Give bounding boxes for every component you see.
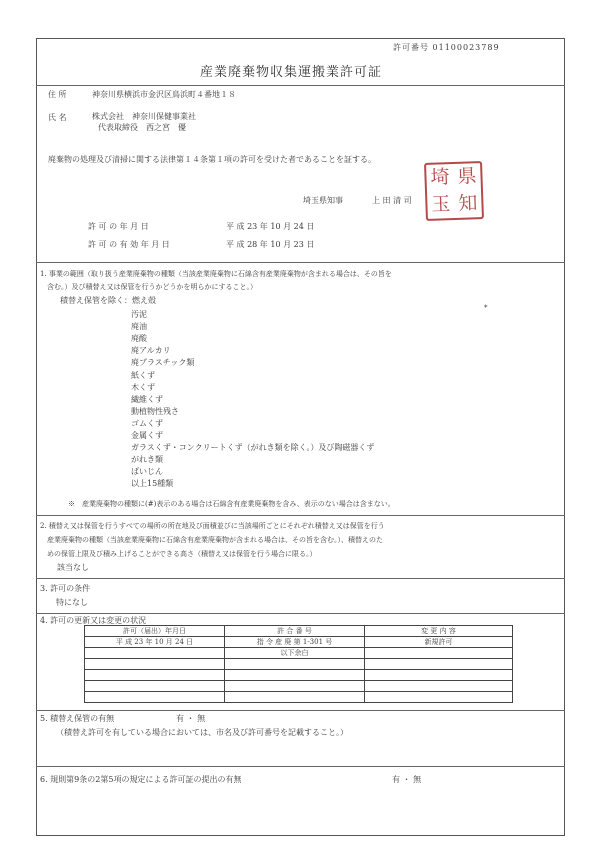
- section2-value: 該当なし: [57, 563, 89, 572]
- address-value: 神奈川県横浜市金沢区鳥浜町４番地１８: [92, 90, 236, 99]
- document-title: 産業廃棄物収集運搬業許可証: [200, 65, 383, 80]
- table-cell: [365, 670, 513, 681]
- table-cell: [365, 681, 513, 692]
- section5-heading: 5. 積替え保管の有無: [40, 714, 115, 723]
- column-header: 許可（届出）年月日: [85, 626, 225, 637]
- expiry-date-label: 許 可 の 有 効 年 月 日: [88, 240, 170, 249]
- divider: [36, 262, 565, 263]
- waste-type-item: 汚泥: [131, 310, 147, 319]
- table-cell: [365, 659, 513, 670]
- table-cell: 以下余白: [225, 648, 365, 659]
- section1-heading: 1. 事業の範囲（取り扱う産業廃棄物の種類（当該産業廃棄物に石綿含有産業廃棄物が含まれる場合は、その旨を: [40, 270, 392, 278]
- table-cell: [365, 692, 513, 703]
- seal-char: 玉: [431, 193, 451, 216]
- table-row: [85, 692, 513, 703]
- name-label: 氏 名: [48, 113, 67, 122]
- waste-type-item: 廃酸: [131, 334, 147, 344]
- section3-value: 特になし: [56, 598, 88, 607]
- issuer-name: 上 田 清 司: [372, 196, 412, 205]
- seal-char: 知: [458, 192, 478, 215]
- seal-char: 県: [457, 165, 477, 188]
- waste-type-item: ゴムくず: [131, 418, 163, 428]
- column-header: 変 更 内 容: [365, 626, 513, 637]
- expiry-date-value: 平 成 28 年 10 月 23 日: [226, 240, 315, 249]
- table-cell: [225, 692, 365, 703]
- permit-number: 許可番号 01100023789: [393, 43, 500, 52]
- waste-type-item: ガラスくず・コンクリートくず（がれき類を除く。）及び陶磁器くず: [131, 443, 375, 453]
- table-header-row: [85, 626, 513, 637]
- table-cell: 新規許可: [365, 637, 513, 648]
- seal-char: 埼: [430, 166, 450, 189]
- section5-note: （積替え許可を有している場合においては、市名及び許可番号を記載すること。）: [56, 728, 348, 737]
- table-cell: [225, 659, 365, 670]
- table-cell: [365, 648, 513, 659]
- table-row: [85, 670, 513, 681]
- table-cell: [85, 648, 225, 659]
- section5-choice: 有 ・ 無: [176, 714, 206, 723]
- table-row: [85, 659, 513, 670]
- divider: [36, 766, 565, 767]
- section2-text-line3: めの保管上限及び積み上げることができる高さ（積替え又は保管を行う場合に限る。）: [47, 550, 317, 558]
- asbestos-note: ※ 産業廃棄物の種類に(#)表示のある場合は石綿含有産業廃棄物を含み、表示のない場合は含まない。: [68, 500, 395, 508]
- table-cell: [225, 681, 365, 692]
- waste-type-item: 廃アルカリ: [131, 346, 171, 356]
- permit-date-label: 許 可 の 年 月 日: [88, 222, 149, 231]
- waste-type-item: がれき類: [131, 455, 163, 465]
- section1-heading-continued: 含む。）及び積替え又は保管を行うかどうかを明らかにすること。）: [47, 283, 257, 291]
- section4-heading: 4. 許可の更新又は変更の状況: [40, 616, 147, 625]
- storage-label: 積替え保管を除く：燃え殻: [60, 296, 156, 305]
- section2-text-line1: 2. 積替え又は保管を行うすべての場所の所在地及び面積並びに当該場所ごとにそれぞれ積替え又は保管を行う: [40, 522, 385, 530]
- waste-type-item: 紙くず: [131, 370, 155, 380]
- table-cell: [225, 670, 365, 681]
- table-cell: [85, 659, 225, 670]
- table-row: [85, 681, 513, 692]
- divider: [36, 85, 565, 86]
- company-name: 株式会社 神奈川保健事業社: [92, 112, 196, 121]
- table-row: [85, 648, 513, 659]
- table-row: [85, 637, 513, 648]
- stray-mark: *: [484, 304, 488, 312]
- waste-type-item: 以上15種類: [131, 479, 174, 489]
- waste-type-item: 廃油: [131, 322, 147, 332]
- section6-heading: 6. 規則第9条の2第5項の規定による許可証の提出の有無: [40, 775, 242, 784]
- column-header: 許 合 番 号: [225, 626, 365, 637]
- waste-type-item: 廃プラスチック類: [131, 358, 195, 368]
- waste-type-item: 繊維くず: [131, 394, 163, 404]
- representative-name: 代表取締役 西之宮 優: [98, 123, 186, 132]
- table-cell: [85, 670, 225, 681]
- divider: [36, 613, 565, 614]
- permit-date-value: 平 成 23 年 10 月 24 日: [226, 222, 315, 231]
- section3-heading: 3. 許可の条件: [40, 584, 91, 593]
- waste-type-item: ばいじん: [131, 467, 163, 477]
- divider: [36, 578, 565, 579]
- waste-type-item: 動植物性残さ: [131, 406, 179, 416]
- permit-history-table: [84, 625, 513, 703]
- issuer-title: 埼玉県知事: [303, 196, 343, 205]
- divider: [36, 710, 565, 711]
- waste-type-item: 金属くず: [131, 431, 163, 440]
- address-label: 住 所: [48, 90, 67, 99]
- official-seal: [424, 161, 484, 221]
- section6-choice: 有 ・ 無: [392, 775, 422, 784]
- table-cell: [85, 681, 225, 692]
- section2-text-line2: 産業廃棄物の種類（当該産業廃棄物に石綿含有産業廃棄物が含まれる場合は、その旨を含む。）、積替えのた: [47, 536, 383, 544]
- waste-type-item: 木くず: [131, 382, 155, 392]
- table-cell: 指 令 産 廃 第 1-301 号: [225, 637, 365, 648]
- divider: [36, 515, 565, 516]
- certify-text: 廃棄物の処理及び清掃に関する法律第１４条第１項の許可を受けた者であることを証する。: [48, 155, 376, 164]
- table-cell: [85, 692, 225, 703]
- table-cell: 平 成 23 年 10 月 24 日: [85, 637, 225, 648]
